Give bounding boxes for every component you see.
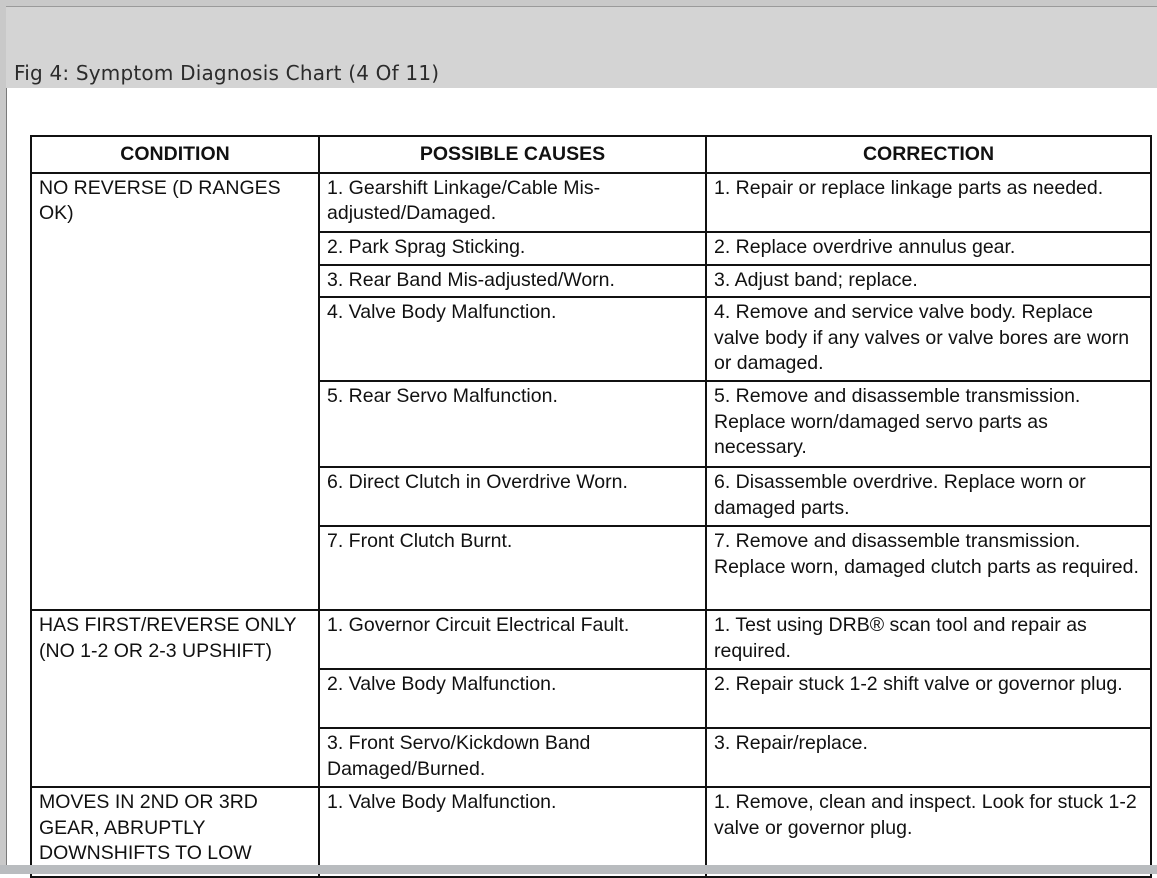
header-condition: CONDITION	[31, 136, 319, 173]
cause-cell: 7. Front Clutch Burnt.	[319, 526, 706, 610]
table-header-row	[31, 136, 1151, 173]
cause-cell: 3. Front Servo/Kickdown Band Damaged/Burned.	[319, 728, 706, 787]
condition-cell: HAS FIRST/REVERSE ONLY (NO 1-2 OR 2-3 UPSHIFT)	[31, 610, 319, 787]
correction-cell: 6. Disassemble overdrive. Replace worn or damaged parts.	[706, 467, 1151, 526]
symptom-diagnosis-table	[30, 135, 1152, 878]
condition-cell: NO REVERSE (D RANGES OK)	[31, 173, 319, 611]
condition-cell: MOVES IN 2ND OR 3RD GEAR, ABRUPTLY DOWNSHIFTS TO LOW	[31, 787, 319, 877]
cause-cell: 1. Gearshift Linkage/Cable Mis-adjusted/Damaged.	[319, 173, 706, 232]
cause-cell: 1. Governor Circuit Electrical Fault.	[319, 610, 706, 669]
header-possible-causes: POSSIBLE CAUSES	[319, 136, 706, 173]
cause-cell: 6. Direct Clutch in Overdrive Worn.	[319, 467, 706, 526]
content-border	[6, 88, 7, 868]
cause-cell: 2. Park Sprag Sticking.	[319, 232, 706, 265]
correction-cell: 3. Repair/replace.	[706, 728, 1151, 787]
cause-cell: 1. Valve Body Malfunction.	[319, 787, 706, 877]
figure-title: Fig 4: Symptom Diagnosis Chart (4 Of 11)	[14, 61, 440, 85]
correction-cell: 1. Remove, clean and inspect. Look for stuck 1-2 valve or governor plug.	[706, 787, 1151, 877]
horizontal-scrollbar[interactable]	[0, 865, 1157, 874]
correction-cell: 5. Remove and disassemble transmission. Replace worn/damaged servo parts as necessary.	[706, 381, 1151, 467]
correction-cell: 4. Remove and service valve body. Replace valve body if any valves or valve bores are worn or damaged.	[706, 297, 1151, 381]
correction-cell: 1. Repair or replace linkage parts as needed.	[706, 173, 1151, 232]
cause-cell: 3. Rear Band Mis-adjusted/Worn.	[319, 265, 706, 298]
cause-cell: 5. Rear Servo Malfunction.	[319, 381, 706, 467]
correction-cell: 1. Test using DRB® scan tool and repair as required.	[706, 610, 1151, 669]
table-row	[31, 173, 1151, 232]
correction-cell: 7. Remove and disassemble transmission. Replace worn, damaged clutch parts as required.	[706, 526, 1151, 610]
correction-cell: 2. Repair stuck 1-2 shift valve or governor plug.	[706, 669, 1151, 728]
correction-cell: 3. Adjust band; replace.	[706, 265, 1151, 298]
table-row	[31, 787, 1151, 877]
correction-cell: 2. Replace overdrive annulus gear.	[706, 232, 1151, 265]
cause-cell: 2. Valve Body Malfunction.	[319, 669, 706, 728]
cause-cell: 4. Valve Body Malfunction.	[319, 297, 706, 381]
figure-title-bar	[6, 6, 1157, 88]
table-row	[31, 610, 1151, 669]
header-correction: CORRECTION	[706, 136, 1151, 173]
